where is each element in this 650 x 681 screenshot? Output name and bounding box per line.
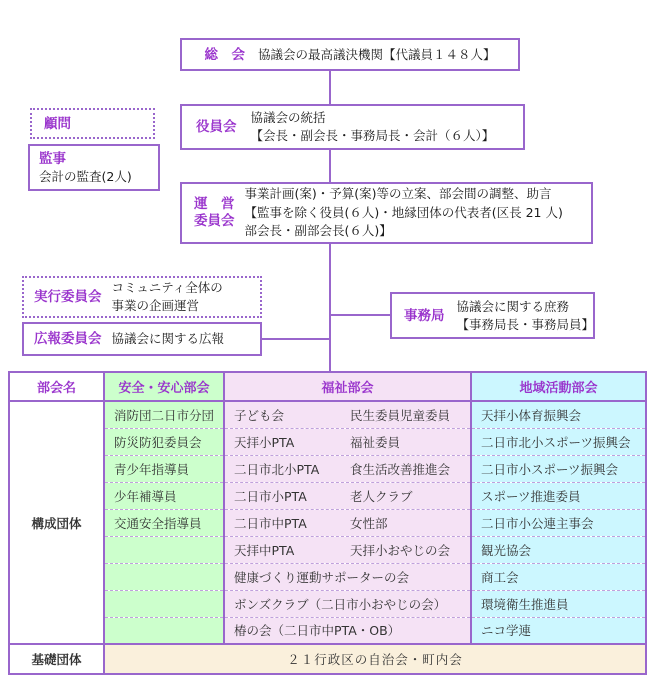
connector-assembly-board xyxy=(329,70,331,104)
advisor-box xyxy=(30,108,155,139)
executive-desc-line2: 事業の企画運営 xyxy=(111,298,200,313)
secretariat-desc-line1: 協議会に関する庶務 xyxy=(456,298,570,314)
connector-secretariat xyxy=(331,314,390,316)
welfare-right: 食生活改善推進会 xyxy=(350,461,451,477)
safety-cell xyxy=(104,617,224,644)
table-row xyxy=(9,455,646,482)
table-row xyxy=(9,563,646,590)
safety-cell: 青少年指導員 xyxy=(104,455,224,482)
welfare-right: 民生委員児童委員 xyxy=(350,407,451,423)
auditor-desc: 会計の監査(2人) xyxy=(39,168,132,184)
connector-pr-committee xyxy=(262,338,329,340)
steering-desc-line1: 事業計画(案)・予算(案)等の立案、部会間の調整、助言 xyxy=(244,186,552,202)
board-desc-line1: 協議会の統括 xyxy=(250,110,326,125)
table-row xyxy=(9,509,646,536)
welfare-cell xyxy=(224,401,471,428)
safety-cell: 交通安全指導員 xyxy=(104,509,224,536)
table-row xyxy=(9,590,646,617)
secretariat-box xyxy=(390,292,595,339)
pr-committee-box xyxy=(22,322,262,356)
welfare-left: 二日市小PTA xyxy=(234,488,307,504)
footer-label-base-orgs: 基礎団体 xyxy=(9,644,104,674)
header-activity: 地域活動部会 xyxy=(471,372,646,401)
connector-steering-table xyxy=(329,244,331,371)
board-label: 役員会 xyxy=(196,119,237,135)
table-row xyxy=(9,617,646,644)
steering-committee-label xyxy=(194,196,235,230)
activity-cell: 二日市小スポーツ振興会 xyxy=(471,455,646,482)
header-bukaimei: 部会名 xyxy=(9,372,104,401)
pr-committee-desc: 協議会に関する広報 xyxy=(111,331,225,346)
activity-cell: 天拝小体育振興会 xyxy=(471,401,646,428)
activity-cell: 二日市北小スポーツ振興会 xyxy=(471,428,646,455)
auditor-box xyxy=(28,144,160,191)
activity-cell: 二日市小公連主事会 xyxy=(471,509,646,536)
safety-cell xyxy=(104,590,224,617)
advisor-label: 顧問 xyxy=(44,115,71,132)
executive-committee-desc xyxy=(112,279,223,315)
welfare-cell xyxy=(224,590,471,617)
row-label-member-orgs: 構成団体 xyxy=(9,401,104,644)
board-box xyxy=(180,104,525,150)
welfare-cell xyxy=(224,455,471,482)
welfare-left: 二日市中PTA xyxy=(234,515,307,531)
board-desc-line2: 【会長・副会長・事務局長・会計（６人）】 xyxy=(250,128,495,143)
table-row xyxy=(9,536,646,563)
activity-cell: 観光協会 xyxy=(471,536,646,563)
welfare-cell xyxy=(224,617,471,644)
welfare-right: 天拝小おやじの会 xyxy=(350,542,451,558)
safety-cell: 少年補導員 xyxy=(104,482,224,509)
welfare-left: 二日市北小PTA xyxy=(234,461,320,477)
table-header-row xyxy=(9,372,646,401)
welfare-left: 天拝中PTA xyxy=(234,542,295,558)
steering-desc-line2: 【監事を除く役員(６人)・地縁団体の代表者(区長 21 人) xyxy=(244,204,563,220)
steering-committee-label-line1: 運 営 xyxy=(194,196,235,212)
welfare-cell xyxy=(224,482,471,509)
header-welfare: 福祉部会 xyxy=(224,372,471,401)
safety-cell: 消防団二日市分団 xyxy=(104,401,224,428)
safety-cell: 防災防犯委員会 xyxy=(104,428,224,455)
executive-committee-label: 実行委員会 xyxy=(34,289,102,305)
steering-committee-label-line2: 委員会 xyxy=(194,213,235,229)
header-safety: 安全・安心部会 xyxy=(104,372,224,401)
welfare-cell xyxy=(224,563,471,590)
steering-desc-line3: 部会長・副部会長(６人)】 xyxy=(244,223,392,239)
secretariat-desc-line2: 【事務局長・事務局員】 xyxy=(456,316,595,332)
welfare-left: 天拝小PTA xyxy=(234,434,295,450)
welfare-full: 椿の会（二日市中PTA・OB） xyxy=(234,623,401,639)
general-assembly-box xyxy=(180,38,520,71)
secretariat-label: 事務局 xyxy=(404,307,445,324)
executive-desc-line1: コミュニティ全体の xyxy=(111,280,223,295)
welfare-cell xyxy=(224,509,471,536)
welfare-full: ボンズクラブ（二日市小おやじの会） xyxy=(234,596,447,612)
welfare-full: 健康づくり運動サポーターの会 xyxy=(234,569,410,585)
welfare-cell xyxy=(224,536,471,563)
pr-committee-label: 広報委員会 xyxy=(34,331,102,347)
executive-committee-box xyxy=(22,276,262,318)
activity-cell: 商工会 xyxy=(471,563,646,590)
committee-table xyxy=(8,371,647,675)
general-assembly-desc: 協議会の最高議決機関【代議員１４８人】 xyxy=(257,46,496,62)
welfare-right: 老人クラブ xyxy=(350,488,413,504)
auditor-label: 監事 xyxy=(39,150,66,167)
welfare-cell xyxy=(224,428,471,455)
safety-cell xyxy=(104,536,224,563)
safety-cell xyxy=(104,563,224,590)
welfare-right: 女性部 xyxy=(350,515,388,531)
activity-cell: スポーツ推進委員 xyxy=(471,482,646,509)
general-assembly-label: 総 会 xyxy=(204,46,245,63)
steering-committee-desc xyxy=(245,185,563,241)
activity-cell: 環境衛生推進員 xyxy=(471,590,646,617)
board-desc xyxy=(251,109,495,145)
secretariat-desc xyxy=(457,298,595,334)
table-row xyxy=(9,428,646,455)
footer-value-districts: ２１行政区の自治会・町内会 xyxy=(104,644,646,674)
table-footer-row xyxy=(9,644,646,674)
table-row xyxy=(9,482,646,509)
welfare-left: 子ども会 xyxy=(234,407,285,423)
steering-committee-box xyxy=(180,182,593,244)
connector-board-steering xyxy=(329,150,331,182)
activity-cell: ニコ学連 xyxy=(471,617,646,644)
table-row xyxy=(9,401,646,428)
welfare-right: 福祉委員 xyxy=(350,434,401,450)
